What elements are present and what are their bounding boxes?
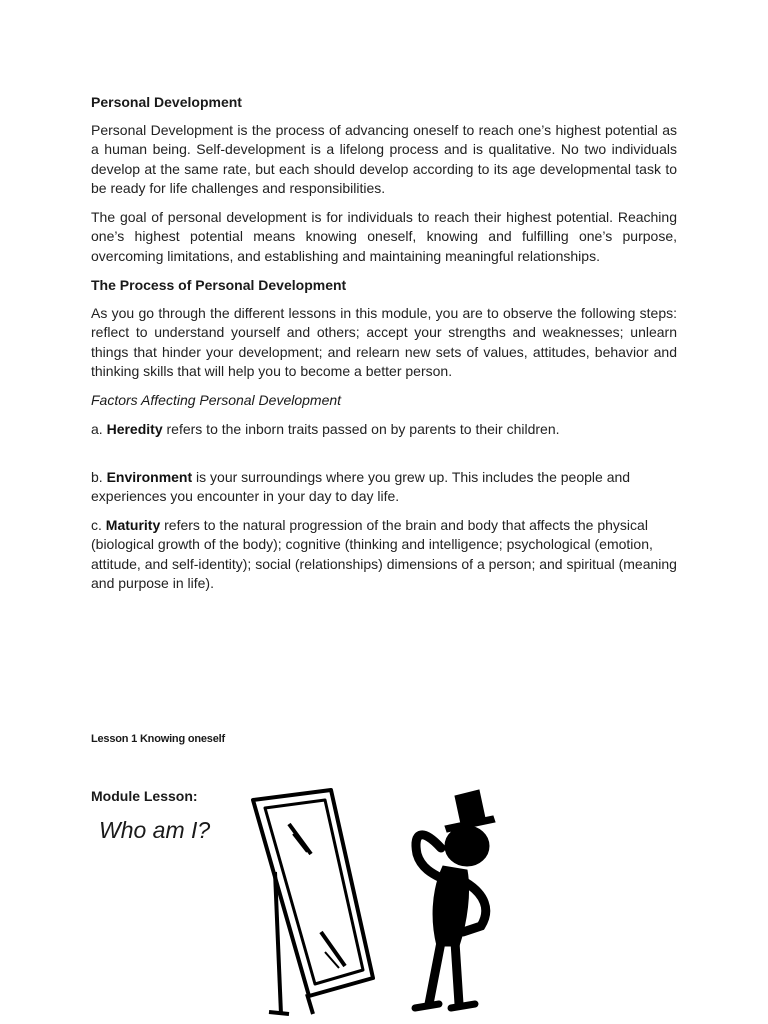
section-title-process: The Process of Personal Development xyxy=(91,277,347,294)
paragraph-process: As you go through the different lessons in this module, you are to observe the following steps: reflect to understand yourself and others; accept your strengths and weaknesses; unlearn things that hinder your development; and relearn new sets of values, attitudes, behavior and thinking skills that will help you to become a better person. xyxy=(91,305,677,379)
factor-heredity xyxy=(91,420,677,439)
who-am-i-question: Who am I? xyxy=(99,817,211,843)
factor-prefix: c. xyxy=(91,517,106,534)
document-body xyxy=(91,93,677,603)
lesson-label: Lesson 1 Knowing oneself xyxy=(91,733,225,745)
factor-maturity xyxy=(91,516,677,593)
mirror-icon xyxy=(253,790,373,1014)
mirror-person-icon xyxy=(245,782,505,1018)
factor-text: refers to the inborn traits passed on by parents to their children. xyxy=(162,421,560,438)
factor-prefix: a. xyxy=(91,421,107,438)
factor-term: Environment xyxy=(106,468,193,485)
factor-term: Heredity xyxy=(106,421,163,438)
factor-text: refers to the natural progression of the brain and body that affects the physical (biological growth of the body); cognitive (thinking and intelligence; psychological (emotion, attitude, and self-identity); social (relationships) dimensions of a person; and spiritual (meaning and purpose in life). xyxy=(91,517,677,592)
paragraph-goal: The goal of personal development is for individuals to reach their highest potential. Reaching one’s highest potential means knowing oneself, knowing and fulfilling one’s purpose, overcoming limitations, and establishing and maintaining meaningful relationships. xyxy=(91,209,677,264)
paragraph-definition: Personal Development is the process of advancing oneself to reach one’s highest potential as a human being. Self-development is a lifelong process and is qualitative. No two individuals develop at the same rate, but each should develop according to its age developmental task to be ready for life challenges and responsibilities. xyxy=(91,122,677,196)
factor-prefix: b. xyxy=(91,468,107,485)
factor-environment xyxy=(91,468,677,507)
person-icon xyxy=(415,790,495,1008)
factor-term: Maturity xyxy=(105,517,161,534)
factors-title: Factors Affecting Personal Development xyxy=(91,392,342,409)
section-title-personal-development: Personal Development xyxy=(91,94,242,110)
module-lesson-label: Module Lesson: xyxy=(91,788,198,804)
factor-text: is your surroundings where you grew up. This includes the people and experiences you encounter in your day to day life. xyxy=(91,468,631,504)
